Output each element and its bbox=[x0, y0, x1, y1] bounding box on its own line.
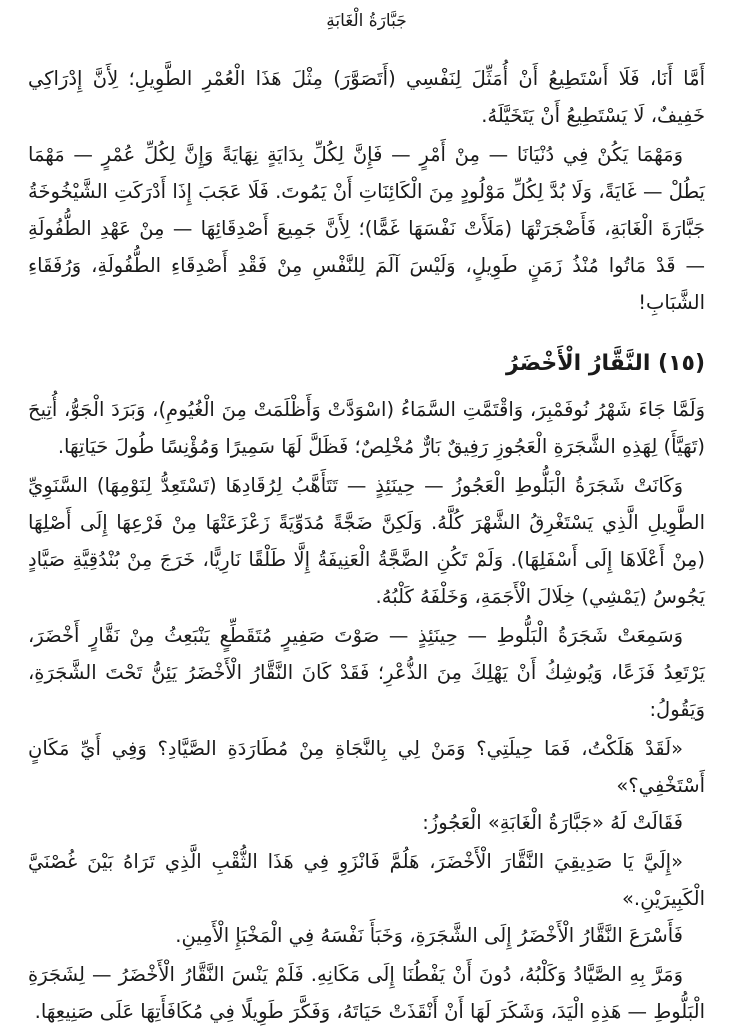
quote-hunted-bird: «لَقَدْ هَلَكْتُ، فَمَا حِيلَتِي؟ وَمَنْ لِي بِالنَّجَاةِ مِنْ مُطَارَدَةِ الصَّيَّادِ؟ وَفِي أَيِّ مَكَانٍ أَسْتَخْفِي؟» bbox=[28, 737, 705, 797]
section-heading: (١٥) النَّقَّارُ الْأَخْضَرُ bbox=[506, 351, 705, 376]
paragraph: وَمَهْمَا يَكُنْ فِي دُنْيَانَا — مِنْ أَمْرٍ — فَإِنَّ لِكُلِّ بِدَايَةٍ نِهَايَةً وَإِنَّ لِكُلِّ عُمْرٍ — مَهْمَا يَطُلْ — غَايَةً، وَلَا بُدَّ لِكُلِّ مَوْلُودٍ مِنَ الْكَائِنَاتِ أَنْ يَمُوتَ. فَلَا عَجَبَ إِذَا أَدْرَكَتِ الشَّيْخُوخَةُ جَبَّارَةَ الْغَابَةِ، فَأَضْجَرَتْهَا (مَلَأَتْ نَفْسَهَا غَمًّا)؛ لِأَنَّ جَمِيعَ أَصْدِقَائِهَا — مِنْ عَهْدِ الطُّفُولَةِ — قَدْ مَاتُوا مُنْذُ زَمَنٍ طَوِيلٍ، وَلَيْسَ آلَمَ لِلنَّفْسِ مِنْ فَقْدِ أَصْدِقَاءِ الطُّفُولَةِ، وَرُفَقَاءِ الشَّبَابِ! bbox=[28, 143, 705, 314]
paragraph: وَسَمِعَتْ شَجَرَةُ الْبَلُّوطِ — حِينَئِذٍ — صَوْتَ صَفِيرٍ مُتَقَطِّعٍ يَنْبَعِثُ مِنْ نَقَّارٍ أَخْضَرَ، يَرْتَعِدُ فَزَعًا، وَيُوشِكُ أَنْ يَهْلِكَ مِنَ الذُّعْرِ؛ فَقَدْ كَانَ النَّقَّارُ الْأَخْضَرُ يَئِنُّ تَحْتَ الشَّجَرَةِ، وَيَقُولُ: bbox=[28, 624, 705, 721]
paragraph: وَمَرَّ بِهِ الصَّيَّادُ وَكَلْبُهُ، دُونَ أَنْ يَفْطُنَا إِلَى مَكَانِهِ. فَلَمْ يَنْسَ النَّقَّارُ الْأَخْضَرُ — لِشَجَرَةِ الْبَلُّوطِ — هَذِهِ الْيَدَ، وَشَكَرَ لَهَا أَنْ أَنْقَذَتْ حَيَاتَهُ، وَفَكَّرَ طَوِيلًا فِي مُكَافَأَتِهَا عَلَى صَنِيعِهَا. bbox=[28, 963, 705, 1023]
reply-intro: فَقَالَتْ لَهُ «جَبَّارَةُ الْغَابَةِ» الْعَجُوزُ: bbox=[422, 811, 683, 834]
paragraph: وَكَانَتْ شَجَرَةُ الْبَلُّوطِ الْعَجُوزُ — حِينَئِذٍ — تَتَأَهَّبُ لِرُقَادِهَا (تَسْتَعِدُّ لِنَوْمِهَا) السَّنَوِيِّ الطَّوِيلِ الَّذِي يَسْتَغْرِقُ الشَّهْرَ كُلَّهُ. وَلَكِنَّ ضَجَّةً مُدَوِّيَةً زَعْزَعَتْهَا مِنْ فَرْعِهَا إِلَى أَصْلِهَا (مِنْ أَعْلَاهَا إِلَى أَسْفَلِهَا). وَلَمْ تَكُنِ الضَّجَّةُ الْعَنِيفَةُ إِلَّا طَلْقًا نَارِيًّا، خَرَجَ مِنْ بُنْدُقِيَّةِ صَيَّادٍ يَجُوسُ (يَمْشِي) خِلَالَ الْأَجَمَةِ، وَخَلْفَهُ كَلْبُهُ. bbox=[28, 474, 705, 608]
paragraph: أَمَّا أَنَا، فَلَا أَسْتَطِيعُ أَنْ أُمَثِّلَ لِنَفْسِي (أَتَصَوَّرَ) مِثْلَ هَذَا الْعُمْرِ الطَّوِيلِ؛ لِأَنَّ إِدْرَاكِي خَفِيفٌ، لَا يَسْتَطِيعُ أَنْ يَتَخَيَّلَهُ. bbox=[28, 67, 705, 127]
paragraph: وَلَمَّا جَاءَ شَهْرُ نُوفَمْبِرَ، وَاقْتَمَّتِ السَّمَاءُ (اسْوَدَّتْ وَأَظْلَمَتْ مِنَ الْغُيُومِ)، وَبَرَدَ الْجَوُّ، أُتِيحَ (تَهَيَّأَ) لِهَذِهِ الشَّجَرَةِ الْعَجُوزِ رَفِيقٌ بَارٌّ مُخْلِصٌ؛ فَظَلَّ لَهَا سَمِيرًا وَمُؤْنِسًا طُولَ حَيَاتِهَا. bbox=[28, 398, 705, 458]
quote-oak-tree: «إِلَيَّ يَا صَدِيقِيَ النَّقَّارَ الْأَخْضَرَ، هَلُمَّ فَانْزَوِ فِي هَذَا الثُّقْبِ الَّذِي تَرَاهُ بَيْنَ غُصْنَيَّ الْكَبِيرَيْنِ.» bbox=[28, 850, 705, 910]
paragraph: فَأَسْرَعَ النَّقَّارُ الْأَخْضَرُ إِلَى الشَّجَرَةِ، وَخَبَأَ نَفْسَهُ فِي الْمَخْبَإِ الْأَمِينِ. bbox=[175, 924, 683, 947]
running-title: جَبَّارَةُ الْغَابَةِ bbox=[326, 11, 407, 31]
